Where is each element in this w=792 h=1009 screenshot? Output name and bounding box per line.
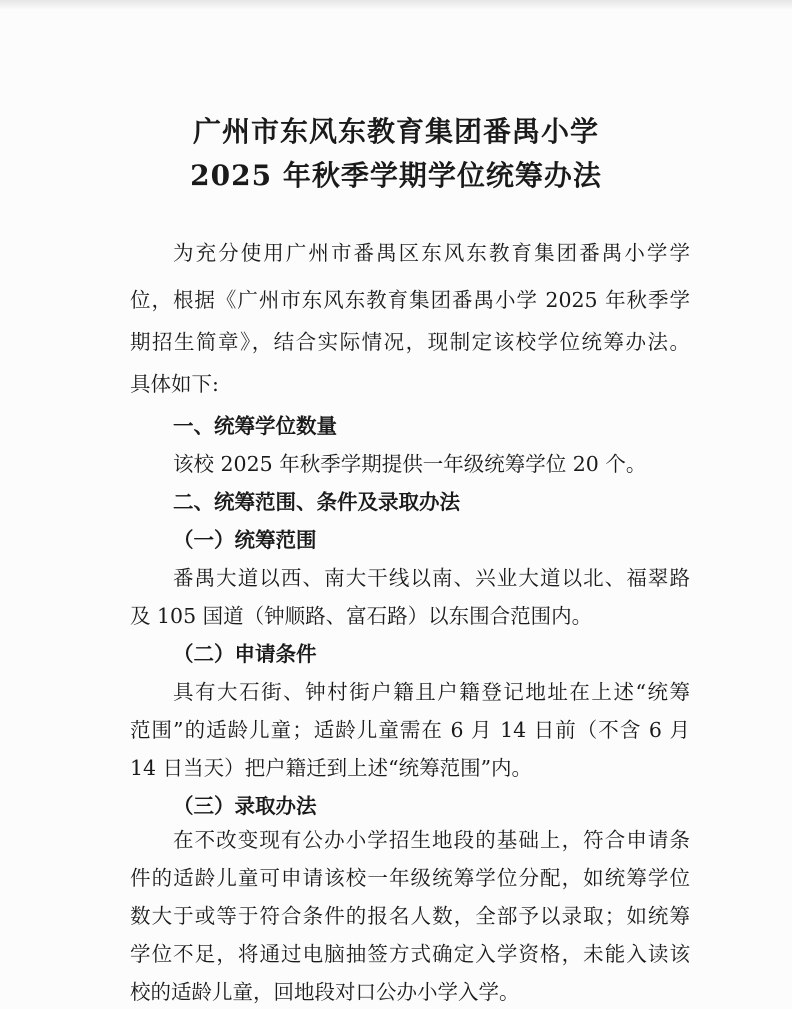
subsection-2-line-1: 具有大石街、钟村街户籍且户籍登记地址在上述“统筹 — [173, 680, 690, 704]
subsection-2-heading: （二）申请条件 — [173, 642, 317, 666]
section-1-body: 该校 2025 年秋季学期提供一年级统筹学位 20 个。 — [173, 452, 647, 476]
subsection-2-line-3: 14 日当天）把户籍迁到上述“统筹范围”内。 — [130, 756, 533, 780]
subsection-1-line-1: 番禺大道以西、南大干线以南、兴业大道以北、福翠路 — [173, 566, 690, 590]
intro-line-3: 期招生简章》，结合实际情况，现制定该校学位统筹办法。 — [130, 330, 690, 354]
scan-edge-shadow — [0, 0, 792, 10]
intro-line-4: 具体如下: — [130, 372, 219, 396]
subsection-3-line-5: 校的适龄儿童，回地段对口公办小学入学。 — [130, 980, 520, 1004]
subsection-1-line-2: 及 105 国道（钟顺路、富石路）以东围合范围内。 — [130, 604, 593, 628]
subsection-3-line-1: 在不改变现有公办小学招生地段的基础上，符合申请条 — [173, 828, 690, 852]
subsection-3-line-4: 学位不足，将通过电脑抽签方式确定入学资格，未能入读该 — [130, 942, 690, 966]
intro-line-1: 为充分使用广州市番禺区东风东教育集团番禺小学学 — [173, 241, 690, 265]
subsection-2-line-2: 范围”的适龄儿童；适龄儿童需在 6 月 14 日前（不含 6 月 — [130, 718, 690, 742]
section-2-heading: 二、统筹范围、条件及录取办法 — [173, 490, 460, 514]
section-1-heading: 一、统筹学位数量 — [173, 414, 337, 438]
subsection-3-heading: （三）录取办法 — [173, 794, 317, 818]
subsection-3-line-2: 件的适龄儿童可申请该校一年级统筹学位分配，如统筹学位 — [130, 866, 690, 890]
intro-line-2: 位，根据《广州市东风东教育集团番禺小学 2025 年秋季学 — [130, 288, 690, 312]
subsection-1-heading: （一）统筹范围 — [173, 528, 317, 552]
document-title-line-2: 2025 年秋季学期学位统筹办法 — [190, 159, 602, 192]
subsection-3-line-3: 数大于或等于符合条件的报名人数，全部予以录取；如统筹 — [130, 904, 690, 928]
document-title-line-1: 广州市东风东教育集团番禺小学 — [192, 115, 599, 148]
